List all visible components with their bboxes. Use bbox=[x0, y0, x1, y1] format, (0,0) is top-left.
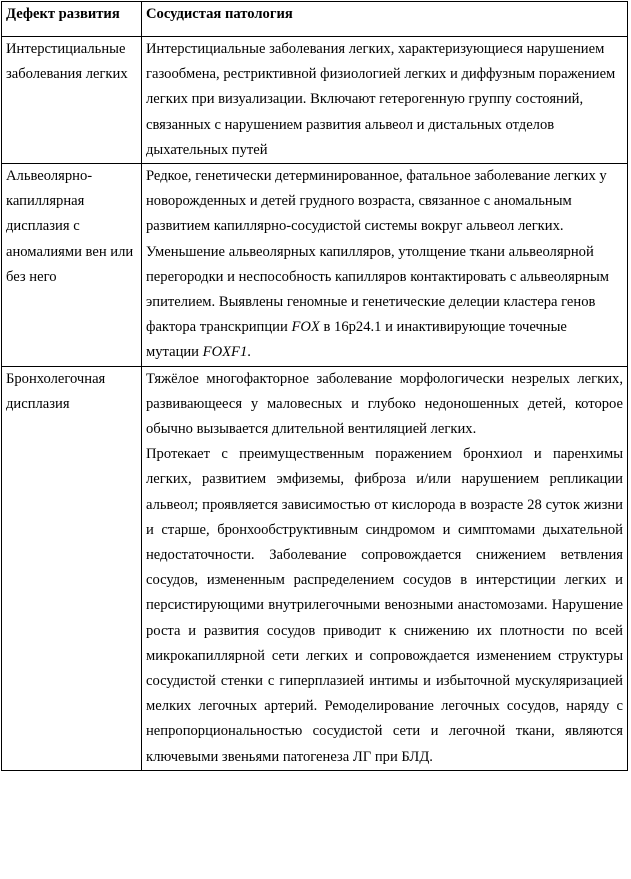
table-row bbox=[2, 37, 628, 164]
gene-name: FOX bbox=[291, 319, 320, 336]
pathology-paragraph: Тяжёлое многофакторное заболевание морфологически незрелых легких, развивающееся у маловесных и глубоко недоношенных детей, которое обычно вызывается длительной вентиляцией легких. bbox=[146, 370, 623, 438]
pathology-text: Редкое, генетически детерминированное, фатальное заболевание легких у новорожденных и детей грудного возраста, связанное с аномальным развитием капиллярно-сосудистой системы вокруг альвеол легких. Уменьшение альвеолярных капилляров, утолщение ткани альвеолярной перегородки и неспособность капилляров контактировать с альвеолярным эпителием. Выявлены геномные и генетические делеции кластера генов фактора транскрипции bbox=[146, 168, 610, 336]
gene-name: FOXF1 bbox=[202, 344, 248, 361]
vascular-pathology-table bbox=[1, 1, 628, 771]
header-defect: Дефект развития bbox=[2, 2, 142, 37]
table-header-row bbox=[2, 2, 628, 37]
pathology-cell: Интерстициальные заболевания легких, характеризующиеся нарушением газообмена, рестриктивной физиологией легких и диффузным поражением легких при визуализации. Включают гетерогенную группу состояний, связанных с нарушением развития альвеол и дистальных отделов дыхательных путей bbox=[142, 37, 628, 164]
pathology-cell bbox=[142, 164, 628, 367]
table-row bbox=[2, 164, 628, 367]
table-row bbox=[2, 366, 628, 770]
header-pathology: Сосудистая патология bbox=[142, 2, 628, 37]
pathology-paragraph: Протекает с преимущественным поражением бронхиол и паренхимы легких, развитием эмфиземы, фиброза и/или нарушением репликации альвеол; проявляется зависимостью от кислорода в возрасте 28 суток жизни и старше, бронхообструктивным синдромом и симптомами дыхательной недостаточности. Заболевание сопровождается снижением ветвления сосудов, измененным распределением сосудов в интерстиции легких и персистирующими внутрилегочными венозными анастомозами. Нарушение роста и развития сосудов приводит к снижению их плотности по всей микрокапиллярной сети легких и сопровождается изменением структуры сосудистой стенки с гиперплазией интимы и избыточной мускуляризацией мелких легочных артерий. Ремоделирование легочных сосудов, наряду с непропорциональностью сосудистой сети и легочной ткани, являются ключевыми звеньями патогенеза ЛГ при БЛД. bbox=[146, 446, 623, 765]
defect-cell: Альвеолярно-капиллярная дисплазия с аномалиями вен или без него bbox=[2, 164, 142, 367]
pathology-cell bbox=[142, 366, 628, 770]
pathology-text: в 16p24.1 и инактивирующие точечные мутации bbox=[146, 319, 567, 361]
pathology-text: . bbox=[247, 344, 251, 361]
defect-cell: Интерстициальные заболевания легких bbox=[2, 37, 142, 164]
defect-cell: Бронхолегочная дисплазия bbox=[2, 366, 142, 770]
